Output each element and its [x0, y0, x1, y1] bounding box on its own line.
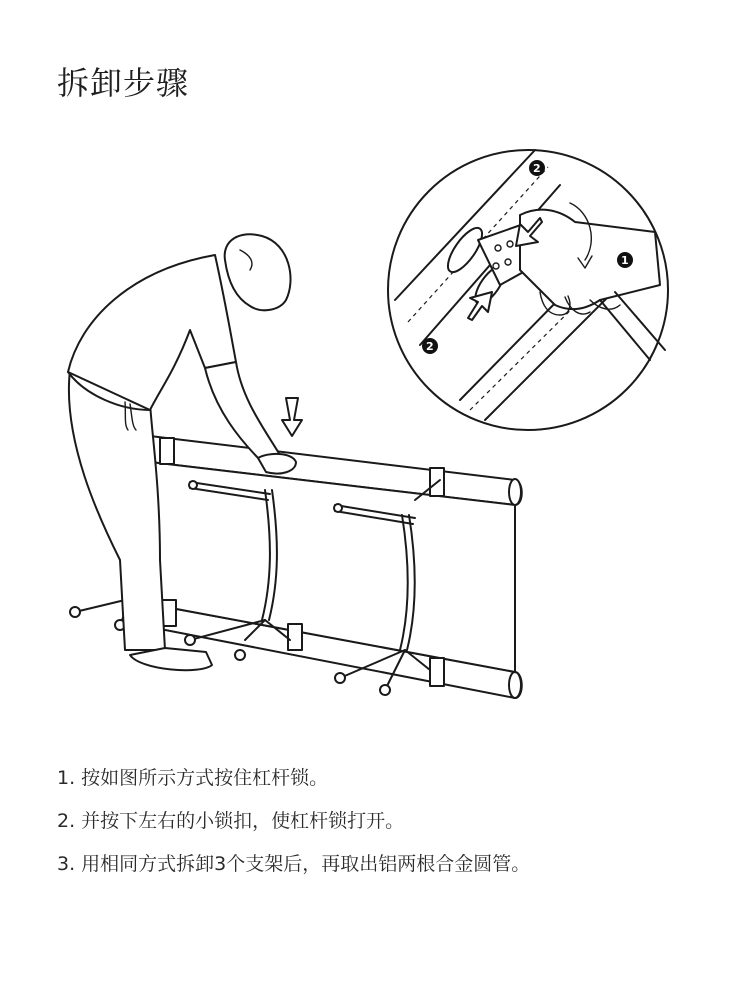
- disassembly-illustration: [0, 130, 750, 730]
- badge-2-bottom: 2: [426, 340, 434, 353]
- detail-zoom-circle: [388, 150, 668, 430]
- steps-list: [57, 763, 737, 892]
- badge-2-top: 2: [533, 162, 541, 175]
- step-3: 3. 用相同方式拆卸3个支架后，再取出铝两根合金圆管。: [57, 853, 531, 875]
- badge-1: 1: [621, 254, 629, 267]
- step-2: 2. 并按下左右的小锁扣，使杠杆锁打开。: [57, 810, 405, 832]
- step-1: 1. 按如图所示方式按住杠杆锁。: [57, 767, 329, 789]
- page-title: 拆卸步骤: [57, 64, 190, 102]
